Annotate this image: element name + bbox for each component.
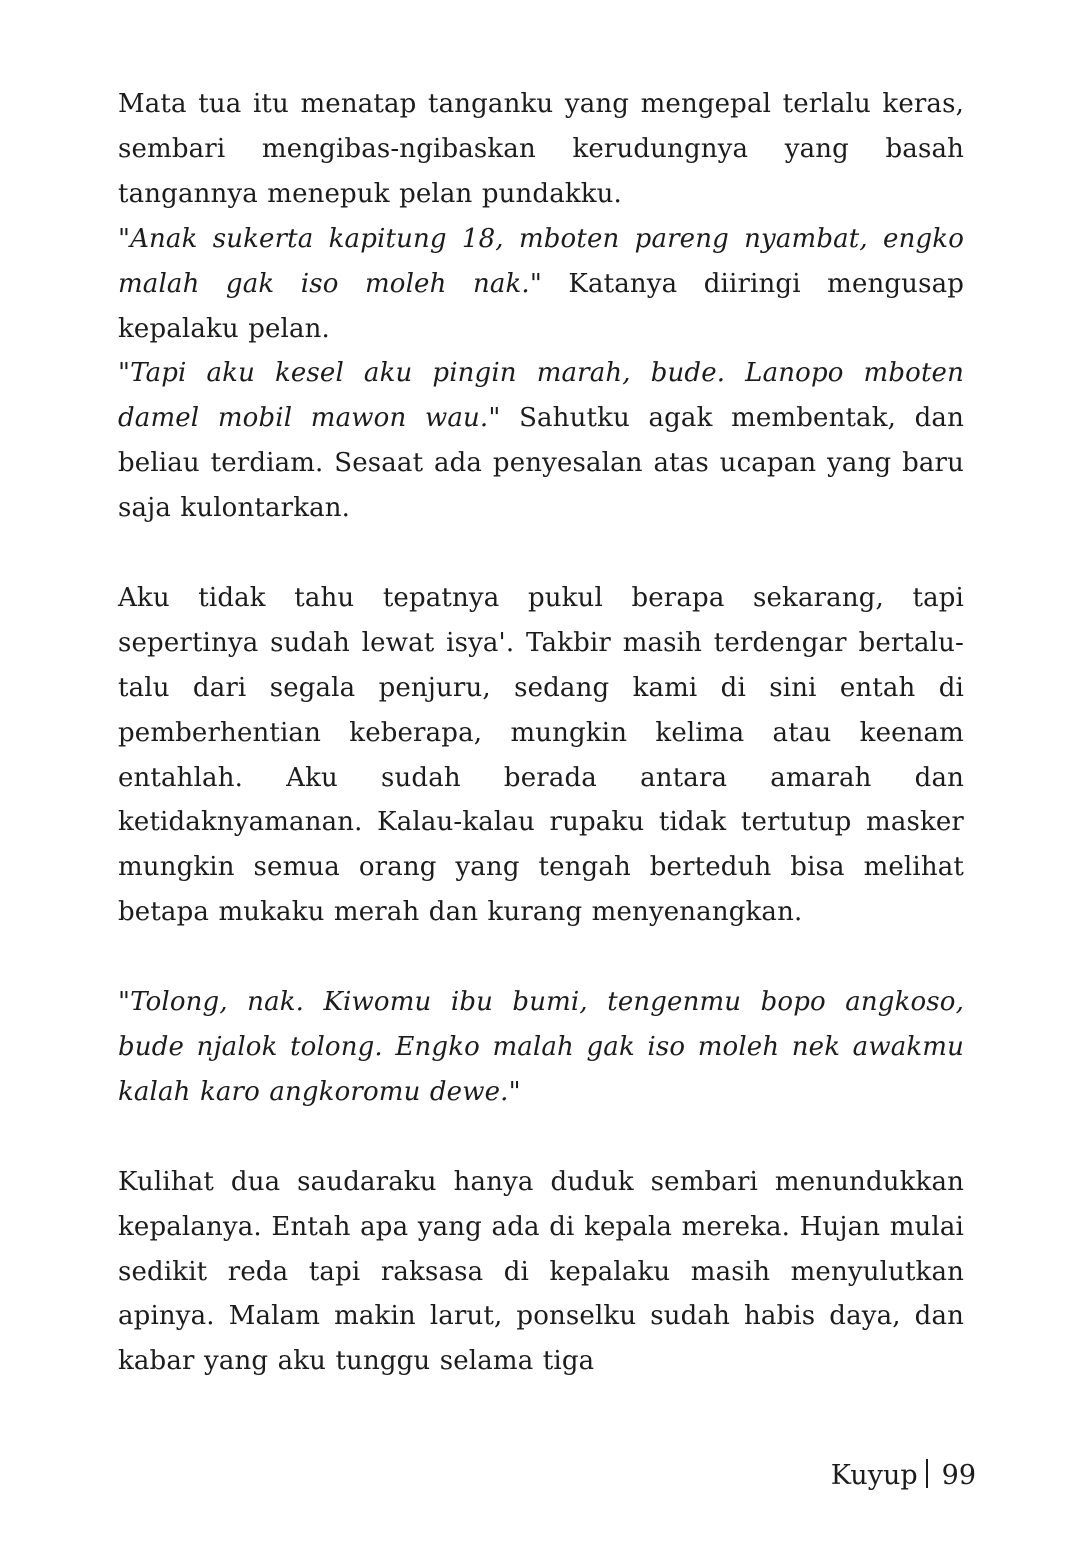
paragraph-text: Mata tua itu menatap tanganku yang mengepal terlalu keras, sembari mengibas-ngibaskan kerudungnya yang basah tangannya menepuk pelan pundakku. <box>118 89 964 209</box>
paragraph <box>118 1160 964 1385</box>
dialogue-javanese: "Anak sukerta kapitung 18, mboten pareng nyambat, engko malah gak iso moleh nak." <box>118 223 964 299</box>
paragraph-dialogue <box>118 980 964 1115</box>
paragraph-text: Sahutku agak membentak, dan beliau terdiam. Sesaat ada penyesalan atas ucapan yang baru saja kulontarkan. <box>118 403 964 524</box>
paragraph-text: Kulihat dua saudaraku hanya duduk sembari menundukkan kepalanya. Entah apa yang ada di kepala mereka. Hujan mulai sedikit reda tapi raksasa di kepalaku masih menyulutkan apinya. Malam makin larut, ponselku sudah habis daya, dan kabar yang aku tunggu selama tiga <box>118 1166 964 1377</box>
paragraph-text: Katanya diiringi mengusap kepalaku pelan. <box>118 268 965 344</box>
paragraph-dialogue <box>118 217 964 352</box>
paragraph-text: Aku tidak tahu tepatnya pukul berapa sekarang, tapi sepertinya sudah lewat isya'. Takbir masih terdengar bertalu-talu dari segala penjuru, sedang kami di sini entah di pemberhentian keberapa, mungkin kelima atau keenam entahlah. Aku sudah berada antara amarah dan ketidaknyamanan. Kalau-kalau rupaku tidak tertutup masker mungkin semua orang yang tengah berteduh bisa melihat betapa mukaku merah dan kurang menyenangkan. <box>118 582 964 928</box>
paragraph-dialogue <box>118 351 964 531</box>
page-body <box>118 82 964 1384</box>
dialogue-javanese: "Tolong, nak. Kiwomu ibu bumi, tengenmu bopo angkoso, bude njalok tolong. Engko malah gak iso moleh nek awakmu kalah karo angkoromu dewe." <box>118 987 964 1107</box>
page-number: 99 <box>941 1460 976 1491</box>
paragraph <box>118 82 964 217</box>
footer-divider <box>926 1459 928 1488</box>
page-footer <box>831 1456 976 1496</box>
paragraph <box>118 576 964 935</box>
running-title: Kuyup <box>830 1460 918 1491</box>
dialogue-javanese: "Tapi aku kesel aku pingin marah, bude. Lanopo mboten damel mobil mawon wau." <box>118 358 964 434</box>
